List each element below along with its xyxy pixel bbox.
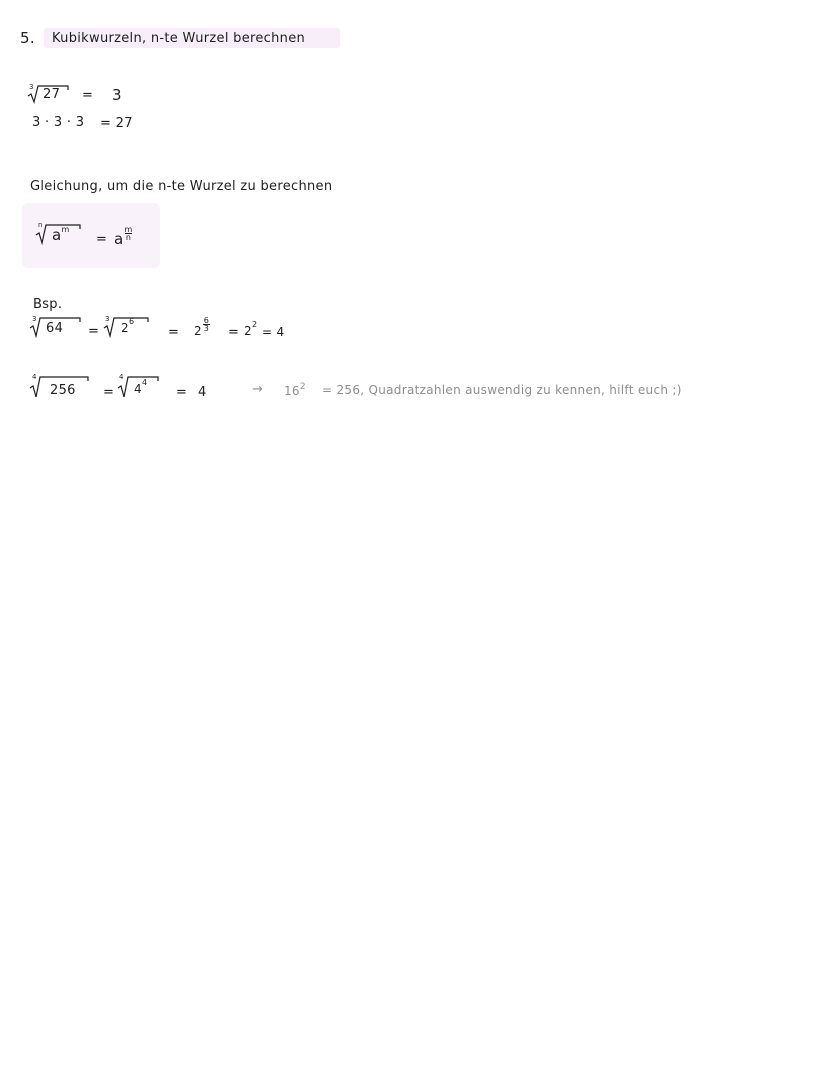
radicand: 256: [50, 383, 76, 398]
exponent: 2: [251, 320, 258, 329]
final-result: = 4: [262, 325, 285, 339]
base: 4: [134, 382, 142, 396]
note-text: = 256, Quadratzahlen auswendig zu kennen, hilft euch ;): [322, 383, 682, 397]
exponent: 2: [299, 382, 306, 392]
heading-number: 5.: [20, 29, 35, 47]
numerator: 6: [203, 316, 210, 325]
exponent-fraction: [125, 226, 133, 241]
root-index: 3: [32, 315, 37, 323]
equals-sign: =: [82, 88, 94, 103]
equals-sign: =: [96, 232, 108, 247]
equals-sign: =: [168, 325, 180, 340]
radicand-power: [121, 317, 135, 335]
base: 2: [194, 324, 202, 338]
equals-sign: =: [228, 325, 240, 340]
exponent: 4: [141, 378, 148, 387]
root-index: n: [38, 221, 43, 229]
numerator: m: [124, 225, 133, 234]
equals-sign: =: [103, 385, 115, 400]
result: 3: [112, 86, 122, 104]
heading-title: Kubikwurzeln, n-te Wurzel berechnen: [52, 31, 306, 46]
exponent: m: [61, 225, 70, 234]
base: 2: [121, 321, 129, 335]
root-index: 3: [29, 83, 34, 91]
radicand: 64: [46, 321, 64, 336]
formula-base: [52, 226, 70, 244]
exponent: 6: [128, 317, 135, 326]
exponent-fraction: [203, 317, 210, 332]
base: a: [52, 226, 62, 244]
check-factors: 3 · 3 · 3: [32, 115, 85, 130]
examples-label: Bsp.: [33, 297, 63, 312]
check-result: = 27: [100, 116, 133, 131]
power-fraction: [194, 316, 210, 344]
equals-sign: =: [176, 385, 188, 400]
radicand: 27: [43, 87, 61, 102]
radicand-power: [134, 378, 148, 396]
denominator: 3: [203, 324, 210, 333]
note-power: [284, 384, 306, 398]
root-index: 4: [32, 373, 37, 381]
root-index: 3: [105, 315, 110, 323]
rhs-base: a: [114, 230, 124, 248]
result: 4: [198, 385, 207, 400]
formula-caption: Gleichung, um die n-te Wurzel zu berechnen: [30, 179, 333, 194]
formula-rhs: [114, 225, 133, 253]
final-power: [244, 320, 258, 338]
root-index: 4: [119, 373, 124, 381]
base: 2: [244, 324, 252, 338]
base: 16: [284, 384, 300, 398]
note-arrow: →: [252, 382, 264, 397]
denominator: n: [125, 233, 132, 242]
equals-sign: =: [88, 324, 100, 339]
